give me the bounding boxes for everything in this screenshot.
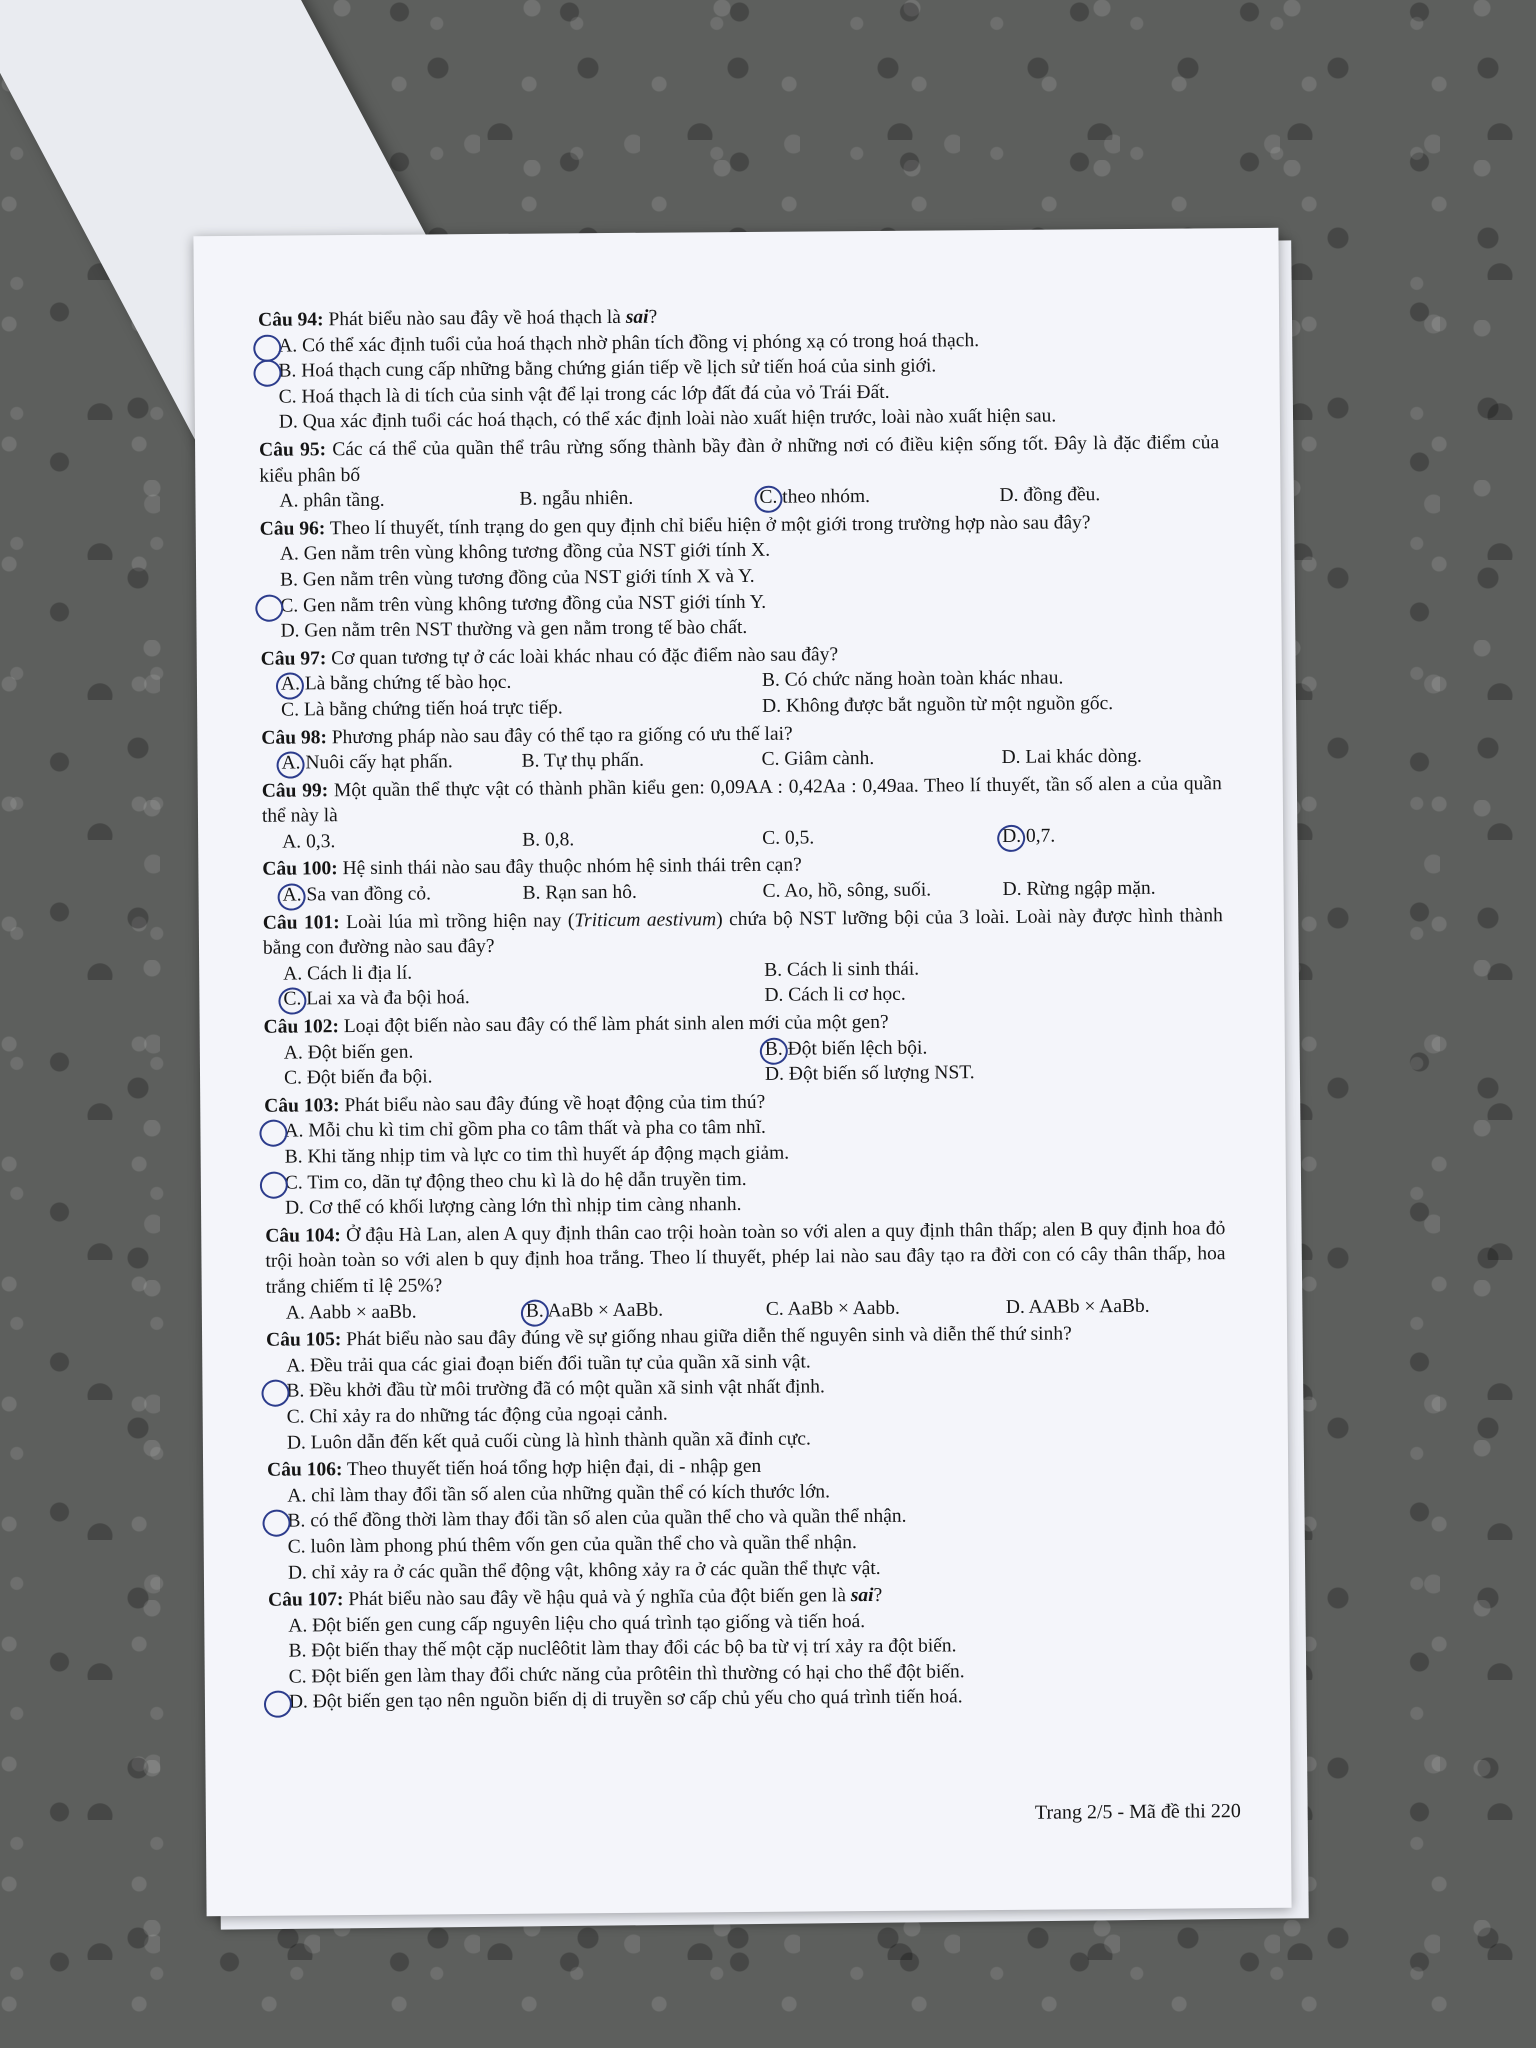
option-text: 0,3. <box>305 831 336 853</box>
option-text: 0,7. <box>1025 825 1056 847</box>
option-label: C. <box>278 386 297 408</box>
answer-options <box>264 1112 1225 1222</box>
option-label: A. <box>282 831 302 853</box>
option-label: B. <box>522 882 541 904</box>
option-text: Cách li địa lí. <box>306 962 413 985</box>
answer-options <box>268 1606 1229 1716</box>
option-text: 0,5. <box>784 827 815 849</box>
option-text: Sa van đồng cỏ. <box>306 883 432 906</box>
option-text: có thể đồng thời làm thay đổi tần số alen của quần thể cho và quần thể nhận. <box>310 1506 907 1532</box>
option-text: Hoá thạch là di tích của sinh vật để lại trong các lớp đất đá của vỏ Trái Đất. <box>301 381 890 408</box>
option-label: B. <box>278 360 297 382</box>
question-104 <box>265 1216 1226 1326</box>
option-text: 0,8. <box>544 829 575 851</box>
answer-option-a <box>279 487 519 514</box>
option-label: D. <box>1002 825 1022 847</box>
question-94 <box>258 300 1219 436</box>
option-label: C. <box>762 880 781 902</box>
option-text: phân tầng. <box>303 489 385 512</box>
option-text: Cách li sinh thái. <box>786 958 920 981</box>
answer-option-c <box>761 745 1001 772</box>
option-label: A. <box>279 490 299 512</box>
answer-option-c <box>283 983 764 1012</box>
option-label: A. <box>288 1615 308 1637</box>
answer-option-a <box>282 828 522 855</box>
option-text: Đột biến lệch bội. <box>787 1037 928 1060</box>
option-text: Rừng ngập mặn. <box>1026 877 1156 900</box>
option-text: luôn làm phong phú thêm vốn gen của quần thể cho và quần thể nhận. <box>310 1532 857 1558</box>
answer-option-a <box>284 1036 765 1065</box>
option-label: D. <box>1002 878 1022 901</box>
option-label: B. <box>519 488 538 510</box>
question-text <box>259 432 1219 486</box>
question-text-part: ) chứa bộ NST lưỡng bội của 3 loài. Loài này được hình thành bằng con đường nào sau đây? <box>262 904 1223 960</box>
option-text: Đột biến gen. <box>307 1041 414 1064</box>
option-label: A. <box>283 1042 303 1064</box>
option-label: C. <box>759 486 778 509</box>
option-label: B. <box>288 1640 307 1662</box>
option-text: chỉ làm thay đổi tần số alen của những quần thể có kích thước lớn. <box>311 1481 831 1507</box>
option-label: D. <box>286 1431 306 1454</box>
option-text: Có chức năng hoàn toàn khác nhau. <box>784 667 1064 691</box>
question-emphasis: sai <box>625 306 649 328</box>
option-label: A. <box>278 335 298 357</box>
question-number: Câu 102: <box>263 1016 340 1038</box>
question-number: Câu 100: <box>262 858 338 881</box>
option-label: B. <box>286 1380 305 1402</box>
species-name: Triticum aestivum <box>574 908 717 931</box>
option-text: Đột biến thay thế một cặp nuclêôtit làm thay đổi các bộ ba từ vị trí xảy ra đột biến. <box>311 1635 957 1662</box>
question-number: Câu 106: <box>267 1459 343 1481</box>
question-99 <box>262 771 1223 855</box>
question-stem <box>265 1216 1226 1300</box>
option-text: Đột biến gen tạo nên nguồn biến dị di truyền sơ cấp chủ yếu cho quá trình tiến hoá. <box>312 1686 963 1713</box>
option-label: D. <box>278 411 298 433</box>
answer-options <box>266 1346 1227 1456</box>
question-list <box>258 300 1229 1716</box>
answer-option-b <box>522 826 762 853</box>
option-text: Cách li cơ học. <box>788 984 906 1007</box>
question-text-part: Phát biểu nào sau đây đúng về sự giống nhau giữa diễn thế nguyên sinh và diễn thế thứ sinh? <box>346 1323 1072 1351</box>
option-label: C. <box>283 988 302 1011</box>
answer-option-d <box>1001 743 1241 770</box>
option-text: ngẫu nhiên. <box>542 487 634 510</box>
question-text-part: ? <box>873 1585 883 1607</box>
question-text-part: Phát biểu nào sau đây đúng về hoạt động của tim thú? <box>344 1091 766 1116</box>
option-label: D. <box>764 985 784 1007</box>
question-103 <box>264 1086 1225 1222</box>
question-text-part: Theo thuyết tiến hoá tổng hợp hiện đại, di - nhập gen <box>346 1455 762 1481</box>
answer-option-a <box>281 749 521 776</box>
answer-option-c <box>762 824 1002 851</box>
option-label: A. <box>282 884 302 906</box>
option-label: B. <box>280 569 299 591</box>
option-text: Lai xa và đa bội hoá. <box>306 987 470 1010</box>
answer-option-b <box>762 664 1242 693</box>
option-label: C. <box>761 748 780 770</box>
question-text <box>262 773 1222 827</box>
question-text-part: Theo lí thuyết, tính trạng do gen quy định chỉ biểu hiện ở một giới trong trường hợp nào sau đây? <box>329 512 1091 539</box>
option-text: Luôn dẫn đến kết quả cuối cùng là hình thành quần xã đỉnh cực. <box>310 1428 811 1453</box>
option-text: Tự thụ phấn. <box>543 749 644 772</box>
question-number: Câu 96: <box>259 518 326 540</box>
question-text <box>331 644 838 669</box>
option-label: C. <box>280 595 299 617</box>
question-107 <box>268 1580 1229 1716</box>
question-text-part: Phương pháp nào sau đây có thể tạo ra giống có ưu thế lai? <box>331 723 793 748</box>
question-100 <box>262 850 1222 909</box>
option-text: AABb × AaBb. <box>1028 1295 1150 1318</box>
answer-option-d <box>1006 1293 1246 1320</box>
question-emphasis: sai <box>850 1585 874 1607</box>
option-label: D. <box>1001 746 1021 769</box>
option-text: Nuôi cấy hạt phấn. <box>305 751 453 774</box>
question-95 <box>259 430 1220 514</box>
option-label: D. <box>280 620 300 642</box>
option-text: Không được bắt nguồn từ một nguồn gốc. <box>785 692 1114 717</box>
question-text-part: Phát biểu nào sau đây về hoá thạch là <box>328 306 626 331</box>
option-label: D. <box>999 484 1019 507</box>
option-label: A. <box>285 1302 305 1324</box>
option-text: Là bằng chứng tiến hoá trực tiếp. <box>303 697 563 721</box>
option-text: Tim co, dãn tự động theo chu kì là do hệ dẫn truyền tim. <box>307 1168 747 1194</box>
option-label: C. <box>283 1067 303 1089</box>
question-text <box>346 1324 1072 1351</box>
answer-option-a <box>286 1298 526 1325</box>
question-number: Câu 103: <box>264 1094 340 1117</box>
option-label: C. <box>286 1406 305 1428</box>
question-text-part: Cơ quan tương tự ở các loài khác nhau có đặc điểm nào sau đây? <box>331 643 839 669</box>
option-label: B. <box>287 1510 306 1532</box>
option-text: Đều trải qua các giai đoạn biến đổi tuần tự của quần xã sinh vật. <box>310 1351 811 1377</box>
option-text: Đột biến số lượng NST. <box>788 1062 975 1085</box>
option-label: B. <box>761 670 780 692</box>
option-text: Aabb × aaBb. <box>308 1301 417 1323</box>
option-text: Hoá thạch cung cấp những bằng chứng gián tiếp về lịch sử tiến hoá của sinh giới. <box>301 355 937 382</box>
question-number: Câu 95: <box>259 439 327 461</box>
option-label: D. <box>1005 1296 1025 1318</box>
option-text: Đột biến gen làm thay đổi chức năng của prôtêin thì thường có hại cho thể đột biến. <box>311 1661 965 1688</box>
question-text-part: Loại đột biến nào sau đây có thể làm phát sinh alen mới của một gen? <box>343 1011 889 1038</box>
option-label: A. <box>284 1120 304 1143</box>
answer-option-c <box>759 483 999 510</box>
answer-option-a <box>283 958 764 987</box>
answer-option-d <box>762 690 1242 719</box>
option-text: Rạn san hô. <box>545 881 637 904</box>
question-stem <box>263 903 1223 962</box>
option-text: Đột biến gen cung cấp nguyên liệu cho quá trình tạo giống và tiến hoá. <box>312 1610 866 1637</box>
question-text-part: Phát biểu nào sau đây về hậu quả và ý nghĩa của đột biến gen là <box>348 1585 851 1611</box>
option-label: A. <box>287 1485 307 1507</box>
answer-option-d <box>764 979 1244 1008</box>
question-text-part: Ở đậu Hà Lan, alen A quy định thân cao trội hoàn toàn so với alen a quy định thân thấp; alen B quy định hoa đỏ trội hoàn toàn so với alen b quy định hoa trắng. Theo lí thuyết, phép lai nào sau đây tạo ra đời con có cây thân thấp, hoa trắng chiếm tỉ lệ 25%? <box>265 1217 1226 1298</box>
option-text: Gen nằm trên NST thường và gen nằm trong tế bào chất. <box>304 617 748 642</box>
option-label: D. <box>762 695 782 717</box>
option-label: C. <box>765 1298 784 1320</box>
question-text <box>263 905 1223 959</box>
question-number: Câu 99: <box>261 779 329 802</box>
option-label: D. <box>288 1691 308 1714</box>
option-label: C. <box>287 1536 306 1558</box>
answer-option-b <box>526 1296 766 1323</box>
option-text: Lai khác dòng. <box>1025 745 1142 768</box>
question-98 <box>261 718 1221 777</box>
question-stem <box>262 771 1222 830</box>
page-footer: Trang 2/5 - Mã đề thi 220 <box>1034 1800 1241 1824</box>
option-label: B. <box>764 1038 783 1060</box>
question-text-part: ? <box>648 306 658 328</box>
option-label: D. <box>764 1063 785 1086</box>
option-text: Đều khởi đầu từ môi trường đã có một quần xã sinh vật nhất định. <box>309 1376 825 1402</box>
option-text: Gen nằm trên vùng không tương đồng của NST giới tính X. <box>303 540 771 565</box>
option-text: Gen nằm trên vùng tương đồng của NST giới tính X và Y. <box>302 565 755 591</box>
question-number: Câu 94: <box>257 309 324 331</box>
option-label: B. <box>522 829 541 851</box>
option-text: AaBb × AaBb. <box>547 1299 664 1322</box>
option-label: B. <box>525 1300 544 1322</box>
answer-option-a <box>282 881 522 908</box>
question-number: Câu 104: <box>265 1224 341 1247</box>
question-number: Câu 105: <box>266 1329 342 1351</box>
answer-option-b <box>519 485 759 512</box>
question-101 <box>263 903 1224 1013</box>
question-text-part: Loài lúa mì trồng hiện nay ( <box>346 909 575 933</box>
answer-option-c <box>766 1295 1006 1322</box>
question-text-part: Hệ sinh thái nào sau đây thuộc nhóm hệ sinh thái trên cạn? <box>342 854 802 880</box>
answer-option-b <box>521 747 761 774</box>
option-label: A. <box>283 963 303 985</box>
option-label: C. <box>762 827 781 849</box>
option-label: D. <box>284 1197 305 1219</box>
option-label: A. <box>280 673 300 695</box>
option-text: Giâm cành. <box>784 748 875 770</box>
option-text: Gen nằm trên vùng không tương đồng của NST giới tính Y. <box>303 591 767 616</box>
question-text <box>342 855 801 880</box>
option-label: B. <box>284 1146 303 1168</box>
question-text-part: Các cá thể của quần thể trâu rừng sống thành bầy đàn ở những nơi có điều kiện sống tốt. Đây là đặc điểm của kiểu phân bố <box>259 432 1220 487</box>
question-number: Câu 97: <box>260 647 327 670</box>
option-label: C. <box>281 699 300 721</box>
option-text: Mỗi chu kì tim chỉ gồm pha co tâm thất và pha co tâm nhĩ. <box>308 1117 766 1142</box>
option-text: Khi tăng nhịp tim và lực co tim thì huyết áp động mạch giảm. <box>307 1142 790 1168</box>
answer-option-c <box>284 1062 765 1091</box>
answer-option-b <box>522 879 762 906</box>
option-label: A. <box>279 543 299 565</box>
question-number: Câu 98: <box>261 726 327 749</box>
answer-options <box>260 535 1221 645</box>
question-102 <box>264 1007 1225 1091</box>
answer-options <box>267 1476 1228 1586</box>
option-text: Chỉ xảy ra do những tác động của ngoại cảnh. <box>309 1403 668 1428</box>
option-text: Là bằng chứng tế bào học. <box>304 672 512 695</box>
answer-option-d <box>999 481 1239 508</box>
answer-option-d <box>1002 875 1242 902</box>
option-text: Ao, hồ, sông, suối. <box>784 879 932 902</box>
option-text: AaBb × Aabb. <box>787 1297 900 1320</box>
option-text: Đột biến đa bội. <box>306 1066 433 1089</box>
question-number: Câu 101: <box>262 911 340 934</box>
exam-page <box>193 228 1291 1916</box>
question-text <box>330 512 1091 539</box>
question-97 <box>261 639 1222 723</box>
option-text: chỉ xảy ra ở các quần thể động vật, không xảy ra ở các quần thể thực vật. <box>311 1557 881 1583</box>
answer-options <box>258 326 1219 436</box>
option-label: D. <box>287 1561 307 1584</box>
answer-option-d <box>765 1058 1245 1087</box>
answer-option-a <box>281 668 762 697</box>
answer-option-b <box>764 954 1244 983</box>
question-text <box>344 1012 889 1037</box>
option-label: A. <box>286 1355 306 1377</box>
option-text: Cơ thể có khối lượng càng lớn thì nhịp tim càng nhanh. <box>308 1194 742 1219</box>
answer-option-b <box>765 1033 1245 1062</box>
question-text-part: Một quần thể thực vật có thành phần kiểu gen: 0,09AA : 0,42Aa : 0,49aa. Theo lí thuyết, tần số alen a của quần thể này là <box>261 772 1222 828</box>
answer-option-c <box>281 694 762 723</box>
option-label: A. <box>281 752 301 774</box>
question-text <box>344 1092 765 1116</box>
option-text: Qua xác định tuổi các hoá thạch, có thể xác định loài nào xuất hiện trước, loài nào xuất hiện sau. <box>302 405 1057 433</box>
answer-options <box>263 954 1223 1013</box>
option-text: đồng đều. <box>1023 484 1101 506</box>
answer-option-c <box>762 877 1002 904</box>
question-105 <box>266 1320 1227 1456</box>
option-label: C. <box>288 1666 307 1688</box>
question-96 <box>260 509 1221 645</box>
answer-options <box>264 1033 1224 1092</box>
answer-options <box>261 665 1221 724</box>
question-106 <box>267 1450 1228 1586</box>
question-text <box>265 1218 1225 1298</box>
question-number: Câu 107: <box>268 1589 344 1611</box>
question-text <box>328 307 657 331</box>
question-text <box>348 1585 882 1610</box>
question-text <box>332 723 793 748</box>
answer-option-d <box>1002 822 1242 849</box>
question-text <box>347 1456 761 1480</box>
option-label: B. <box>764 959 783 981</box>
option-text: Có thể xác định tuổi của hoá thạch nhờ phân tích đồng vị phóng xạ có trong hoá thạch. <box>302 329 980 357</box>
question-stem <box>259 430 1219 489</box>
option-text: theo nhóm. <box>782 486 871 508</box>
option-label: C. <box>284 1172 303 1194</box>
option-label: B. <box>521 750 540 772</box>
